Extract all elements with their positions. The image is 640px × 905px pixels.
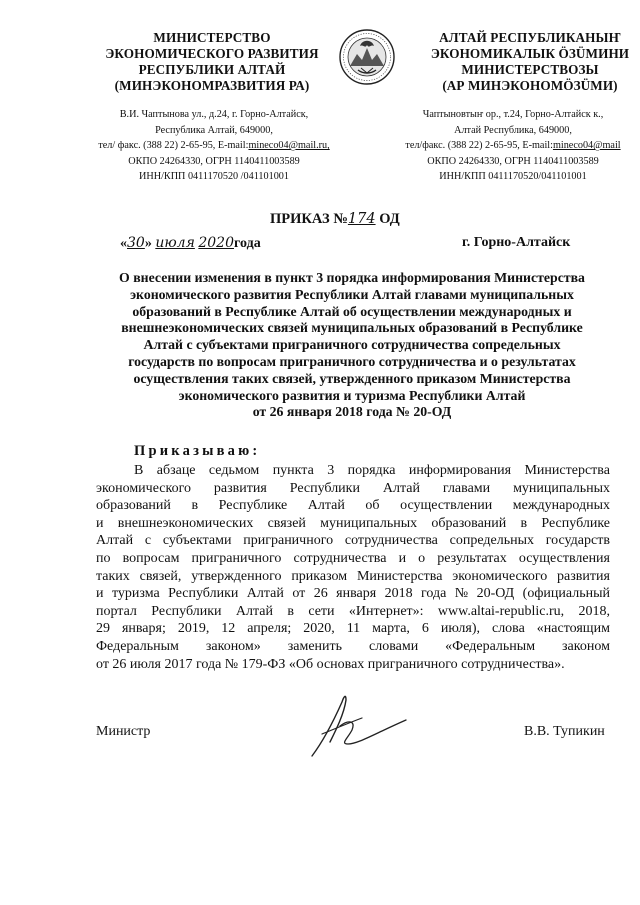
body-word: главами xyxy=(442,480,491,496)
body-word: субъектами xyxy=(162,533,232,549)
body-line xyxy=(96,620,610,638)
body-word: марта, xyxy=(372,621,410,637)
email-link[interactable]: mineco04@mail xyxy=(552,140,621,152)
ministry-name-line: ЭКОНОМИЧЕСКОГО РАЗВИТИЯ xyxy=(105,46,319,61)
body-word: вопросам xyxy=(122,550,180,566)
body-word: В xyxy=(134,463,144,478)
order-date xyxy=(120,235,261,252)
body-word: Алтай xyxy=(96,533,134,549)
body-word: «настоящим xyxy=(536,621,610,637)
subject-line: образований в Республике Алтай об осуществлении международных и xyxy=(132,303,572,319)
body-word: таких xyxy=(96,568,130,584)
body-word: государств xyxy=(545,533,610,549)
order-title xyxy=(270,211,430,228)
body-word: Республике xyxy=(541,515,610,531)
body-word: 2020, xyxy=(303,621,335,637)
body-word: 2018, xyxy=(578,603,610,619)
body-word: сопредельных xyxy=(449,533,534,549)
ministry-name-altai xyxy=(410,30,640,94)
date-day-handwritten: 30 xyxy=(127,235,145,251)
body-word: седьмом xyxy=(208,463,260,478)
body-word: сотрудничества xyxy=(344,533,438,549)
date-month-handwritten: июля xyxy=(155,235,195,251)
okpo-ogrn-line: ОКПО 24264330, ОГРН 1140411003589 xyxy=(128,155,300,167)
order-title-prefix: ПРИКАЗ № xyxy=(270,211,348,227)
contact-line xyxy=(372,138,640,154)
body-word: экономического xyxy=(452,568,548,584)
body-word: утвержденного xyxy=(191,568,282,584)
handwritten-signature-icon xyxy=(296,690,416,762)
body-word: слова xyxy=(491,621,525,637)
body-word: 11 xyxy=(346,621,361,637)
body-word: Алтай xyxy=(246,586,284,602)
body-word: развития xyxy=(557,568,610,584)
body-word: «Интернет»: xyxy=(348,603,424,619)
body-word: с xyxy=(144,533,152,549)
body-line xyxy=(96,638,610,656)
body-word: абзаце xyxy=(156,463,196,478)
body-word: Республики xyxy=(289,480,360,496)
okpo-ogrn-line: ОКПО 24264330, ОГРН 1140411003589 xyxy=(427,155,599,167)
body-word: законом» xyxy=(205,638,261,654)
body-word: заменить xyxy=(287,638,343,654)
date-quote-open: « xyxy=(120,236,127,251)
body-word: апреля; xyxy=(247,621,292,637)
body-word: приграничного xyxy=(243,533,334,549)
city-name: г. Горно-Алтайск xyxy=(462,235,571,250)
body-word: 3 xyxy=(327,463,335,478)
inn-kpp-line: ИНН/КПП 0411170520 /041101001 xyxy=(139,171,289,183)
body-word: результатах xyxy=(437,550,507,566)
body-word: Министерства xyxy=(524,463,610,478)
body-word: 12 xyxy=(221,621,236,637)
body-word: июля), xyxy=(440,621,481,637)
body-word: информирования xyxy=(408,463,512,478)
order-word: Приказываю: xyxy=(134,443,261,459)
address-block-altai xyxy=(372,107,640,185)
body-line xyxy=(96,603,610,621)
order-body xyxy=(96,462,610,673)
body-word: Республике xyxy=(218,498,288,514)
body-line xyxy=(96,568,610,586)
phone-fax: тел/факс. (388 22) 2-65-95, E-mail: xyxy=(405,140,553,152)
body-word: от xyxy=(292,586,306,602)
body-word: www.altai-republic.ru, xyxy=(437,603,565,619)
body-word: в xyxy=(520,515,528,531)
body-word: в xyxy=(191,498,199,514)
body-word: сети xyxy=(308,603,335,619)
body-word: экономического xyxy=(96,480,191,496)
body-word: в xyxy=(287,603,294,619)
contact-line xyxy=(76,138,352,154)
body-word: 2018 xyxy=(384,586,413,602)
body-line xyxy=(96,532,610,550)
body-word: и xyxy=(96,586,104,602)
ministry-name-line: (МИНЭКОНОМРАЗВИТИЯ РА) xyxy=(114,78,310,93)
republic-altai-coat-of-arms-icon xyxy=(338,26,396,88)
body-word: Алтай xyxy=(307,498,345,514)
body-word: туризма xyxy=(111,586,160,602)
address-line: В.И. Чаптынова ул., д.24, г. Горно-Алтайск, xyxy=(119,109,309,120)
subject-line: экономического развития Республики Алтай главами муниципальных xyxy=(130,286,574,302)
date-year-handwritten: 2020 xyxy=(198,235,234,251)
body-word: приграничного xyxy=(191,550,282,566)
body-word: законом xyxy=(562,638,610,654)
body-word: развития xyxy=(213,480,267,496)
order-number-handwritten: 174 xyxy=(347,211,376,227)
date-suffix: года xyxy=(234,236,261,251)
body-word: по xyxy=(96,550,111,566)
body-line xyxy=(96,497,610,515)
body-word: № xyxy=(454,586,469,602)
body-word: Республики xyxy=(168,586,239,602)
signatory-role: Министр xyxy=(96,724,151,739)
body-word: пункта xyxy=(272,463,314,478)
body-word: января xyxy=(336,586,377,602)
body-word: международных xyxy=(512,498,610,514)
order-title-suffix: ОД xyxy=(375,211,400,227)
date-quote-close: » xyxy=(144,236,152,251)
body-line xyxy=(96,585,610,603)
body-word: об xyxy=(365,498,380,514)
body-word: внешнеэкономических xyxy=(117,515,254,531)
ministry-name-line: (АР МИНЭКОНОМÖЗÜМИ) xyxy=(442,78,618,93)
body-word: образований xyxy=(431,515,507,531)
address-line: Алтай Республика, 649000, xyxy=(454,124,572,136)
body-word: (официальный xyxy=(522,586,610,602)
phone-fax: тел/ факс. (388 22) 2-65-95, E-mail: xyxy=(98,140,249,152)
body-word: Алтай xyxy=(382,480,420,496)
subject-line: Алтай с субъектами приграничного сотрудничества сопредельных xyxy=(143,337,561,353)
body-word: сотрудничества xyxy=(293,550,387,566)
body-word: осуществления xyxy=(518,550,610,566)
body-word: осуществлении xyxy=(400,498,493,514)
ministry-name-line: МИНИСТЕРСТВО xyxy=(153,30,271,45)
ministry-name-line: МИНИСТЕРСТВОЗЫ xyxy=(461,62,599,77)
body-word: Федеральным xyxy=(96,638,179,654)
order-subject xyxy=(96,270,608,421)
body-word: Министерства xyxy=(356,568,443,584)
subject-line: от 26 января 2018 года № 20-ОД xyxy=(252,404,452,420)
signatory-name: В.В. Тупикин xyxy=(524,724,605,739)
subject-line: осуществления таких связей, утвержденного приказом Министерства xyxy=(133,370,571,386)
address-line: Республика Алтай, 649000, xyxy=(155,124,273,136)
body-word: года xyxy=(421,586,447,602)
body-word: 20-ОД xyxy=(476,586,515,602)
body-word: и xyxy=(398,550,407,566)
body-word: января; xyxy=(121,621,166,637)
subject-line: государств по вопросам приграничного сотрудничества и о результатах xyxy=(128,353,576,369)
body-word: Алтай xyxy=(235,603,273,619)
body-word: связей xyxy=(267,515,306,531)
ministry-name-line: ЭКОНОМИКАЛЫК ÖЗÜМИНИ xyxy=(430,46,630,61)
body-word: портал xyxy=(96,603,137,619)
body-line xyxy=(96,515,610,533)
body-word: от 26 июля 2017 года № 179-ФЗ «Об основах приграничного сотрудничества». xyxy=(96,656,565,672)
body-line xyxy=(96,656,610,674)
body-word: о xyxy=(418,550,426,566)
body-word: муниципальных xyxy=(320,515,418,531)
body-word: приказом xyxy=(291,568,348,584)
body-word: и xyxy=(96,515,104,531)
address-line: Чаптыновтыҥ ор., т.24, Горно-Алтайск к., xyxy=(422,109,604,120)
ministry-name-line: АЛТАЙ РЕСПУБЛИКАНЫҤ xyxy=(439,30,621,45)
body-word: 26 xyxy=(313,586,328,602)
subject-line: экономического развития и туризма Республики Алтай xyxy=(178,387,526,403)
body-line xyxy=(96,480,610,498)
body-line xyxy=(96,462,610,480)
email-link[interactable]: mineco04@mail.ru, xyxy=(248,140,330,152)
body-word: 2019, xyxy=(177,621,210,637)
inn-kpp-line: ИНН/КПП 0411170520/041101001 xyxy=(439,171,587,183)
body-word: «Федеральным xyxy=(445,638,536,654)
body-word: муниципальных xyxy=(513,480,610,496)
body-word: 6 xyxy=(421,621,429,637)
subject-line: внешнеэкономических связей муниципальных образований в Республике xyxy=(121,320,583,336)
address-block-russian xyxy=(76,107,352,185)
body-word: связей, xyxy=(139,568,182,584)
ministry-name-line: РЕСПУБЛИКИ АЛТАЙ xyxy=(138,62,286,77)
body-word: образований xyxy=(96,498,171,514)
body-line xyxy=(96,550,610,568)
body-word: порядка xyxy=(347,463,396,478)
body-word: 29 xyxy=(96,621,110,637)
ministry-name-russian xyxy=(96,30,328,94)
subject-line: О внесении изменения в пункт 3 порядка информирования Министерства xyxy=(119,270,585,285)
body-word: Республики xyxy=(151,603,222,619)
body-word: словами xyxy=(369,638,419,654)
